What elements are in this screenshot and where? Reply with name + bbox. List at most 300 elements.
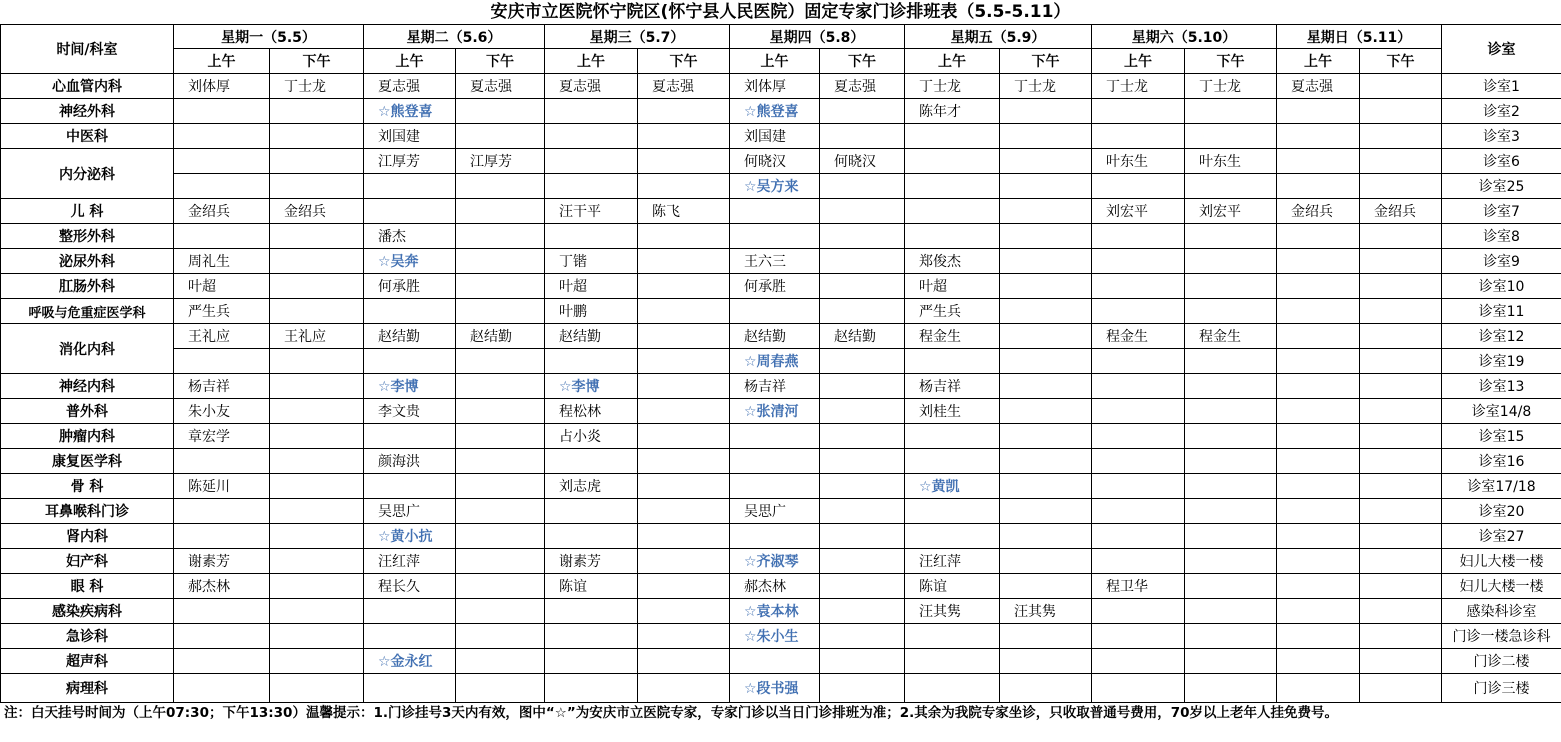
clinic-room: 诊室2 xyxy=(1442,99,1561,124)
clinic-room: 门诊一楼急诊科 xyxy=(1442,624,1561,649)
doctor-cell: 丁锴 xyxy=(545,249,638,274)
doctor-cell xyxy=(456,274,545,299)
doctor-cell: 谢素芳 xyxy=(545,549,638,574)
doctor-cell xyxy=(545,224,638,249)
am-header: 上午 xyxy=(174,49,270,74)
doctor-cell: 汪红萍 xyxy=(364,549,456,574)
doctor-cell xyxy=(174,349,270,374)
doctor-cell xyxy=(638,399,730,424)
doctor-cell xyxy=(545,499,638,524)
doctor-cell: 郝杰林 xyxy=(730,574,820,599)
doctor-cell: 夏志强 xyxy=(1277,74,1360,99)
doctor-cell xyxy=(1092,599,1185,624)
doctor-cell xyxy=(1360,374,1442,399)
doctor-cell xyxy=(270,174,364,199)
doctor-cell: 赵结勤 xyxy=(730,324,820,349)
doctor-cell xyxy=(1277,299,1360,324)
doctor-cell: 杨吉祥 xyxy=(905,374,1000,399)
doctor-cell: 陈飞 xyxy=(638,199,730,224)
doctor-cell xyxy=(1092,399,1185,424)
doctor-cell: 丁士龙 xyxy=(905,74,1000,99)
doctor-cell: 金绍兵 xyxy=(1360,199,1442,224)
doctor-cell xyxy=(1000,274,1092,299)
pm-header: 下午 xyxy=(820,49,905,74)
doctor-cell xyxy=(638,624,730,649)
doctor-cell: 占小炎 xyxy=(545,424,638,449)
doctor-cell xyxy=(456,299,545,324)
doctor-cell xyxy=(1277,624,1360,649)
doctor-cell xyxy=(638,124,730,149)
doctor-cell xyxy=(545,124,638,149)
doctor-cell xyxy=(1277,399,1360,424)
department-name: 儿 科 xyxy=(1,199,174,224)
am-header: 上午 xyxy=(905,49,1000,74)
doctor-cell xyxy=(1092,624,1185,649)
doctor-cell: 刘国建 xyxy=(730,124,820,149)
doctor-cell xyxy=(270,599,364,624)
doctor-cell xyxy=(1000,149,1092,174)
doctor-cell xyxy=(1000,249,1092,274)
day-header: 星期一（5.5） xyxy=(174,25,364,49)
doctor-cell xyxy=(174,124,270,149)
doctor-cell: 叶超 xyxy=(174,274,270,299)
table-row xyxy=(1,674,1561,703)
doctor-cell: 李文贵 xyxy=(364,399,456,424)
doctor-cell xyxy=(1185,524,1277,549)
doctor-cell: 陈谊 xyxy=(905,574,1000,599)
expert-doctor-cell: ☆李博 xyxy=(364,374,456,399)
doctor-cell xyxy=(1277,274,1360,299)
clinic-room: 诊室11 xyxy=(1442,299,1561,324)
doctor-cell xyxy=(364,424,456,449)
doctor-cell: 程金生 xyxy=(905,324,1000,349)
clinic-room: 诊室15 xyxy=(1442,424,1561,449)
doctor-cell xyxy=(820,299,905,324)
doctor-cell: 汪其隽 xyxy=(1000,599,1092,624)
doctor-cell xyxy=(820,599,905,624)
doctor-cell xyxy=(905,449,1000,474)
doctor-cell xyxy=(730,299,820,324)
doctor-cell xyxy=(1360,624,1442,649)
doctor-cell xyxy=(638,324,730,349)
department-name: 消化内科 xyxy=(1,324,174,374)
doctor-cell xyxy=(456,224,545,249)
doctor-cell xyxy=(905,424,1000,449)
doctor-cell xyxy=(1092,499,1185,524)
doctor-cell: 郝杰林 xyxy=(174,574,270,599)
doctor-cell xyxy=(820,349,905,374)
doctor-cell xyxy=(638,549,730,574)
clinic-room: 妇儿大楼一楼 xyxy=(1442,549,1561,574)
doctor-cell xyxy=(364,199,456,224)
doctor-cell xyxy=(270,224,364,249)
expert-doctor-cell: ☆金永红 xyxy=(364,649,456,674)
doctor-cell xyxy=(638,674,730,703)
doctor-cell xyxy=(1277,449,1360,474)
table-row xyxy=(1,199,1561,224)
doctor-cell xyxy=(1092,424,1185,449)
doctor-cell xyxy=(270,574,364,599)
doctor-cell: 王六三 xyxy=(730,249,820,274)
doctor-cell xyxy=(1360,74,1442,99)
doctor-cell: 朱小友 xyxy=(174,399,270,424)
doctor-cell xyxy=(638,374,730,399)
doctor-cell xyxy=(270,124,364,149)
doctor-cell: 刘桂生 xyxy=(905,399,1000,424)
page-title: 安庆市立医院怀宁院区(怀宁县人民医院）固定专家门诊排班表（5.5-5.11） xyxy=(490,2,1071,22)
doctor-cell: 江厚芳 xyxy=(456,149,545,174)
doctor-cell xyxy=(456,174,545,199)
doctor-cell xyxy=(1360,299,1442,324)
doctor-cell: 夏志强 xyxy=(820,74,905,99)
doctor-cell xyxy=(456,624,545,649)
doctor-cell xyxy=(905,149,1000,174)
department-name: 康复医学科 xyxy=(1,449,174,474)
doctor-cell xyxy=(1185,299,1277,324)
table-row xyxy=(1,149,1561,174)
doctor-cell xyxy=(1000,399,1092,424)
doctor-cell xyxy=(270,649,364,674)
doctor-cell xyxy=(1092,174,1185,199)
table-row xyxy=(1,474,1561,499)
doctor-cell: 周礼生 xyxy=(174,249,270,274)
clinic-room: 诊室25 xyxy=(1442,174,1561,199)
clinic-room: 诊室6 xyxy=(1442,149,1561,174)
table-row xyxy=(1,399,1561,424)
doctor-cell: 郑俊杰 xyxy=(905,249,1000,274)
doctor-cell xyxy=(545,624,638,649)
doctor-cell: 叶东生 xyxy=(1185,149,1277,174)
doctor-cell xyxy=(456,424,545,449)
doctor-cell xyxy=(905,499,1000,524)
doctor-cell xyxy=(364,474,456,499)
doctor-cell xyxy=(174,624,270,649)
doctor-cell: 夏志强 xyxy=(545,74,638,99)
doctor-cell: 刘志虎 xyxy=(545,474,638,499)
doctor-cell: 王礼应 xyxy=(174,324,270,349)
clinic-room: 诊室13 xyxy=(1442,374,1561,399)
doctor-cell xyxy=(174,524,270,549)
doctor-cell xyxy=(1277,474,1360,499)
doctor-cell: 何承胜 xyxy=(364,274,456,299)
doctor-cell xyxy=(1092,549,1185,574)
doctor-cell xyxy=(1185,474,1277,499)
doctor-cell xyxy=(1360,249,1442,274)
doctor-cell xyxy=(638,249,730,274)
doctor-cell xyxy=(1000,674,1092,703)
day-header: 星期日（5.11） xyxy=(1277,25,1442,49)
doctor-cell: 严生兵 xyxy=(905,299,1000,324)
doctor-cell xyxy=(1000,424,1092,449)
doctor-cell xyxy=(1000,624,1092,649)
doctor-cell xyxy=(1360,224,1442,249)
doctor-cell: 金绍兵 xyxy=(270,199,364,224)
department-name: 急诊科 xyxy=(1,624,174,649)
doctor-cell xyxy=(820,449,905,474)
doctor-cell xyxy=(638,149,730,174)
doctor-cell xyxy=(730,649,820,674)
doctor-cell: 章宏学 xyxy=(174,424,270,449)
doctor-cell xyxy=(1185,599,1277,624)
day-header: 星期四（5.8） xyxy=(730,25,905,49)
doctor-cell xyxy=(1360,424,1442,449)
doctor-cell xyxy=(1000,324,1092,349)
doctor-cell xyxy=(820,249,905,274)
doctor-cell: 江厚芳 xyxy=(364,149,456,174)
table-row xyxy=(1,374,1561,399)
doctor-cell xyxy=(456,674,545,703)
doctor-cell xyxy=(1360,324,1442,349)
doctor-cell xyxy=(174,649,270,674)
clinic-room: 诊室9 xyxy=(1442,249,1561,274)
doctor-cell xyxy=(820,274,905,299)
doctor-cell: 刘国建 xyxy=(364,124,456,149)
doctor-cell xyxy=(270,299,364,324)
doctor-cell xyxy=(1000,224,1092,249)
expert-doctor-cell: ☆吴奔 xyxy=(364,249,456,274)
doctor-cell xyxy=(1277,324,1360,349)
doctor-cell xyxy=(364,349,456,374)
table-row xyxy=(1,124,1561,149)
table-row xyxy=(1,174,1561,199)
doctor-cell xyxy=(364,674,456,703)
doctor-cell xyxy=(1277,649,1360,674)
table-row xyxy=(1,99,1561,124)
doctor-cell xyxy=(638,349,730,374)
table-row xyxy=(1,299,1561,324)
doctor-cell: 丁士龙 xyxy=(270,74,364,99)
doctor-cell xyxy=(1092,299,1185,324)
doctor-cell xyxy=(905,224,1000,249)
department-name: 肿瘤内科 xyxy=(1,424,174,449)
doctor-cell: 金绍兵 xyxy=(174,199,270,224)
doctor-cell xyxy=(270,524,364,549)
doctor-cell xyxy=(456,199,545,224)
footnote: 注：白天挂号时间为（上午07:30；下午13:30）温馨提示：1.门诊挂号3天内有效，图中“☆”为安庆市立医院专家，专家门诊以当日门诊排班为准；2.其余为我院专家坐诊，只收取普通号费用，70岁以上老年人挂免费号。 xyxy=(4,705,1339,721)
doctor-cell xyxy=(545,149,638,174)
clinic-room: 诊室3 xyxy=(1442,124,1561,149)
expert-doctor-cell: ☆熊登喜 xyxy=(730,99,820,124)
doctor-cell: 杨吉祥 xyxy=(730,374,820,399)
doctor-cell: 丁士龙 xyxy=(1000,74,1092,99)
doctor-cell xyxy=(456,99,545,124)
doctor-cell xyxy=(1185,449,1277,474)
doctor-cell xyxy=(1185,99,1277,124)
doctor-cell xyxy=(638,474,730,499)
am-header: 上午 xyxy=(1277,49,1360,74)
doctor-cell xyxy=(638,499,730,524)
doctor-cell xyxy=(1092,674,1185,703)
room-header: 诊室 xyxy=(1442,25,1561,74)
doctor-cell xyxy=(456,649,545,674)
doctor-cell: 叶超 xyxy=(905,274,1000,299)
doctor-cell xyxy=(820,424,905,449)
doctor-cell xyxy=(1277,374,1360,399)
doctor-cell xyxy=(1360,549,1442,574)
doctor-cell: 程卫华 xyxy=(1092,574,1185,599)
doctor-cell xyxy=(1360,99,1442,124)
doctor-cell xyxy=(905,124,1000,149)
doctor-cell xyxy=(270,549,364,574)
doctor-cell xyxy=(456,349,545,374)
doctor-cell: 吴思广 xyxy=(364,499,456,524)
doctor-cell: 赵结勤 xyxy=(456,324,545,349)
doctor-cell xyxy=(270,249,364,274)
clinic-room: 诊室19 xyxy=(1442,349,1561,374)
doctor-cell xyxy=(174,174,270,199)
expert-doctor-cell: ☆李博 xyxy=(545,374,638,399)
doctor-cell xyxy=(638,574,730,599)
doctor-cell xyxy=(1277,99,1360,124)
doctor-cell xyxy=(1277,524,1360,549)
clinic-room: 诊室16 xyxy=(1442,449,1561,474)
table-row xyxy=(1,424,1561,449)
doctor-cell xyxy=(1360,599,1442,624)
doctor-cell xyxy=(456,399,545,424)
doctor-cell xyxy=(1360,574,1442,599)
doctor-cell: 颜海洪 xyxy=(364,449,456,474)
department-name: 肾内科 xyxy=(1,524,174,549)
doctor-cell xyxy=(1360,349,1442,374)
doctor-cell xyxy=(820,99,905,124)
doctor-cell: 杨吉祥 xyxy=(174,374,270,399)
doctor-cell xyxy=(1277,124,1360,149)
doctor-cell: 刘宏平 xyxy=(1092,199,1185,224)
clinic-room: 诊室20 xyxy=(1442,499,1561,524)
doctor-cell xyxy=(1360,149,1442,174)
doctor-cell xyxy=(174,149,270,174)
doctor-cell xyxy=(638,299,730,324)
doctor-cell xyxy=(174,499,270,524)
doctor-cell: 刘体厚 xyxy=(174,74,270,99)
doctor-cell xyxy=(270,624,364,649)
doctor-cell: 王礼应 xyxy=(270,324,364,349)
doctor-cell xyxy=(1185,174,1277,199)
doctor-cell xyxy=(1092,449,1185,474)
department-name: 神经外科 xyxy=(1,99,174,124)
expert-doctor-cell: ☆段书强 xyxy=(730,674,820,703)
table-row xyxy=(1,74,1561,99)
doctor-cell xyxy=(174,674,270,703)
doctor-cell: 何晓汉 xyxy=(730,149,820,174)
doctor-cell xyxy=(638,99,730,124)
doctor-cell xyxy=(1185,549,1277,574)
clinic-room: 感染科诊室 xyxy=(1442,599,1561,624)
doctor-cell xyxy=(1360,174,1442,199)
doctor-cell xyxy=(820,124,905,149)
doctor-cell xyxy=(1000,649,1092,674)
expert-doctor-cell: ☆张清河 xyxy=(730,399,820,424)
doctor-cell xyxy=(270,149,364,174)
doctor-cell: 谢素芳 xyxy=(174,549,270,574)
doctor-cell xyxy=(1277,249,1360,274)
doctor-cell xyxy=(730,474,820,499)
doctor-cell xyxy=(905,349,1000,374)
doctor-cell: 金绍兵 xyxy=(1277,199,1360,224)
doctor-cell xyxy=(1277,499,1360,524)
doctor-cell xyxy=(1000,574,1092,599)
doctor-cell: 何晓汉 xyxy=(820,149,905,174)
department-name: 呼吸与危重症医学科 xyxy=(1,299,174,324)
am-header: 上午 xyxy=(364,49,456,74)
doctor-cell xyxy=(730,524,820,549)
am-header: 上午 xyxy=(1092,49,1185,74)
doctor-cell xyxy=(270,499,364,524)
doctor-cell: 汪干平 xyxy=(545,199,638,224)
doctor-cell xyxy=(545,349,638,374)
doctor-cell xyxy=(456,449,545,474)
doctor-cell xyxy=(820,549,905,574)
doctor-cell: 赵结勤 xyxy=(364,324,456,349)
doctor-cell xyxy=(1360,674,1442,703)
doctor-cell xyxy=(174,449,270,474)
doctor-cell xyxy=(1000,449,1092,474)
pm-header: 下午 xyxy=(456,49,545,74)
day-header: 星期五（5.9） xyxy=(905,25,1092,49)
doctor-cell xyxy=(820,374,905,399)
doctor-cell xyxy=(820,649,905,674)
doctor-cell xyxy=(820,574,905,599)
schedule-table xyxy=(0,24,1561,703)
doctor-cell xyxy=(1185,399,1277,424)
doctor-cell xyxy=(270,349,364,374)
doctor-cell xyxy=(1185,249,1277,274)
doctor-cell xyxy=(1360,399,1442,424)
doctor-cell: 陈谊 xyxy=(545,574,638,599)
doctor-cell xyxy=(364,624,456,649)
doctor-cell: 程长久 xyxy=(364,574,456,599)
doctor-cell: 刘体厚 xyxy=(730,74,820,99)
doctor-cell xyxy=(1185,574,1277,599)
doctor-cell: 夏志强 xyxy=(456,74,545,99)
doctor-cell xyxy=(1000,524,1092,549)
doctor-cell xyxy=(730,199,820,224)
doctor-cell xyxy=(1277,349,1360,374)
clinic-room: 诊室27 xyxy=(1442,524,1561,549)
table-row xyxy=(1,549,1561,574)
expert-doctor-cell: ☆袁本林 xyxy=(730,599,820,624)
doctor-cell xyxy=(820,499,905,524)
department-name: 感染疾病科 xyxy=(1,599,174,624)
doctor-cell xyxy=(638,449,730,474)
doctor-cell xyxy=(1000,374,1092,399)
doctor-cell: 何承胜 xyxy=(730,274,820,299)
table-row xyxy=(1,249,1561,274)
clinic-room: 诊室10 xyxy=(1442,274,1561,299)
doctor-cell: 陈年才 xyxy=(905,99,1000,124)
doctor-cell xyxy=(1092,524,1185,549)
table-row xyxy=(1,649,1561,674)
doctor-cell xyxy=(1360,274,1442,299)
doctor-cell xyxy=(820,524,905,549)
doctor-cell xyxy=(1360,524,1442,549)
doctor-cell xyxy=(270,99,364,124)
doctor-cell xyxy=(1277,424,1360,449)
doctor-cell xyxy=(905,524,1000,549)
department-name: 病理科 xyxy=(1,674,174,703)
expert-doctor-cell: ☆黄小抗 xyxy=(364,524,456,549)
doctor-cell xyxy=(1185,224,1277,249)
expert-doctor-cell: ☆吴方来 xyxy=(730,174,820,199)
doctor-cell xyxy=(270,674,364,703)
department-name: 心血管内科 xyxy=(1,74,174,99)
doctor-cell xyxy=(545,174,638,199)
doctor-cell xyxy=(1360,449,1442,474)
time-dept-header: 时间/科室 xyxy=(1,25,174,74)
doctor-cell xyxy=(174,224,270,249)
doctor-cell xyxy=(905,674,1000,703)
table-row xyxy=(1,324,1561,349)
